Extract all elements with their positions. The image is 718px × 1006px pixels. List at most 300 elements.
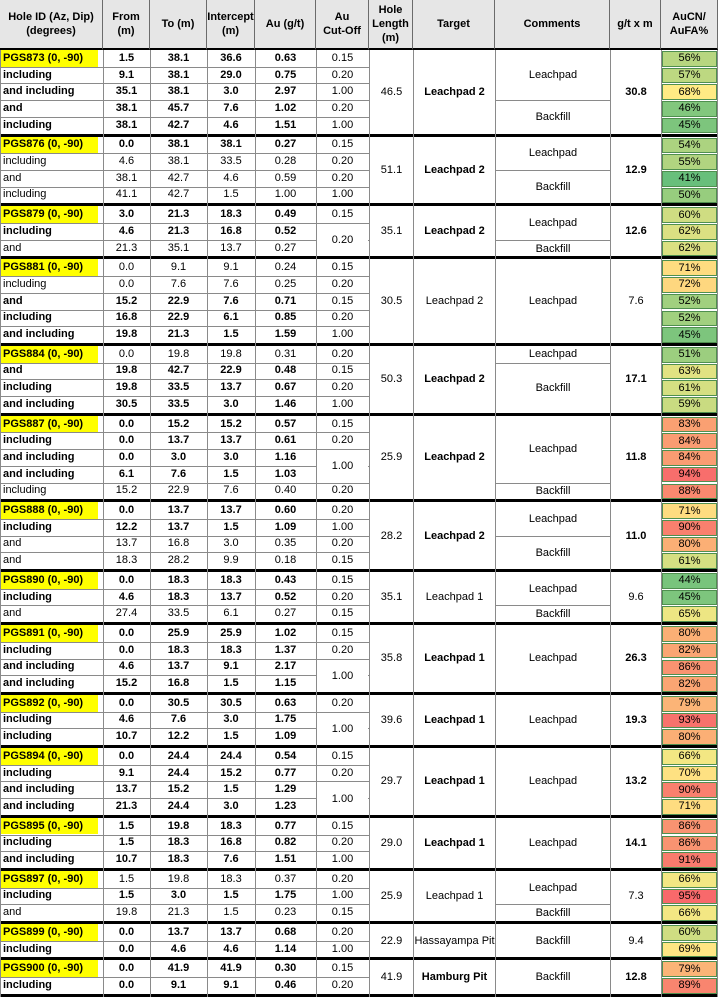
to-cell: 42.7 — [167, 364, 190, 377]
intercept-cell: 4.6 — [223, 942, 239, 955]
from-cell: 35.1 — [115, 85, 138, 98]
from-cell: 0.0 — [118, 434, 135, 447]
comment-cell: Backfill — [496, 960, 610, 993]
from-cell: 6.1 — [118, 467, 135, 480]
au-cell: 0.37 — [274, 872, 297, 885]
comment-cell: Leachpad — [496, 416, 610, 483]
aucn-aufa-cell: 95% — [662, 889, 717, 905]
column-divider — [103, 50, 104, 997]
from-cell: 0.0 — [118, 417, 135, 430]
intercept-cell: 13.7 — [220, 381, 242, 394]
aucn-aufa-cell: 41% — [662, 171, 717, 187]
cutoff-merged-cell: 1.00 — [317, 660, 368, 692]
column-divider — [0, 50, 1, 997]
comment-cell: Leachpad — [496, 695, 610, 745]
interval-label: including — [3, 643, 52, 656]
intercept-cell: 13.7 — [220, 590, 242, 603]
interval-label: including — [3, 434, 52, 447]
intercept-cell: 1.5 — [223, 906, 239, 919]
to-cell: 35.1 — [167, 241, 190, 254]
target-cell: Leachpad 2 — [414, 502, 495, 569]
au-cell: 0.27 — [274, 138, 297, 151]
gtm-cell: 9.4 — [611, 924, 661, 957]
from-cell: 0.0 — [118, 925, 135, 938]
cutoff-merged-cell: 1.00 — [317, 450, 368, 482]
hole-id-cell: PGS895 (0, -90) — [0, 818, 98, 835]
aucn-aufa-cell: 71% — [662, 503, 717, 519]
hole-id-cell: PGS884 (0, -90) — [0, 346, 98, 363]
au-cell: 0.35 — [274, 537, 297, 550]
hole-id-cell: PGS894 (0, -90) — [0, 748, 98, 765]
intercept-cell: 7.6 — [223, 853, 239, 866]
from-cell: 0.0 — [118, 749, 135, 762]
to-cell: 16.8 — [167, 537, 190, 550]
cutoff-cell: 1.00 — [331, 397, 354, 410]
interval-label: including — [3, 118, 52, 131]
au-cell: 0.46 — [274, 978, 297, 991]
row-divider — [0, 117, 369, 118]
target-cell: Hamburg Pit — [414, 960, 495, 993]
from-cell: 21.3 — [115, 241, 138, 254]
aucn-aufa-cell: 80% — [662, 729, 717, 745]
aucn-aufa-cell: 80% — [662, 626, 717, 642]
column-divider — [207, 50, 208, 997]
intercept-cell: 6.1 — [223, 607, 239, 620]
header-aucn-aufa: AuCN/ AuFA% — [661, 0, 718, 50]
aucn-aufa-cell: 86% — [662, 836, 717, 852]
au-cell: 1.75 — [274, 889, 297, 902]
au-cell: 0.31 — [274, 347, 297, 360]
intercept-cell: 13.7 — [220, 241, 242, 254]
from-cell: 0.0 — [118, 504, 135, 517]
interval-label: and — [3, 554, 22, 567]
from-cell: 10.7 — [115, 730, 138, 743]
cutoff-cell: 0.15 — [331, 554, 354, 567]
cutoff-merged-cell: 1.00 — [317, 782, 368, 814]
cutoff-cell: 1.00 — [331, 889, 354, 902]
cutoff-cell: 0.15 — [331, 417, 354, 430]
to-cell: 13.7 — [167, 520, 190, 533]
row-divider — [0, 835, 369, 836]
gtm-cell: 30.8 — [611, 50, 661, 134]
from-cell: 0.0 — [118, 573, 135, 586]
aucn-aufa-cell: 51% — [662, 347, 717, 363]
row-divider — [0, 781, 369, 782]
intercept-cell: 24.4 — [220, 749, 242, 762]
intercept-cell: 1.5 — [223, 328, 239, 341]
hole-length-cell: 35.1 — [370, 572, 413, 622]
hole-id-cell: PGS899 (0, -90) — [0, 924, 98, 941]
au-cell: 1.02 — [274, 101, 297, 114]
aucn-aufa-cell: 70% — [662, 766, 717, 782]
row-divider — [0, 67, 369, 68]
from-cell: 15.2 — [115, 294, 138, 307]
aucn-aufa-cell: 66% — [662, 905, 717, 921]
cutoff-cell: 0.20 — [331, 171, 354, 184]
aucn-aufa-cell: 86% — [662, 819, 717, 835]
cutoff-cell: 0.20 — [331, 101, 354, 114]
hole-id-cell: PGS876 (0, -90) — [0, 137, 98, 154]
row-divider — [0, 589, 369, 590]
interval-label: and including — [3, 677, 75, 690]
to-cell: 45.7 — [167, 101, 190, 114]
au-cell: 0.63 — [274, 696, 297, 709]
intercept-cell: 30.5 — [220, 696, 242, 709]
cutoff-cell: 0.15 — [331, 962, 354, 975]
comment-cell: Leachpad — [496, 206, 610, 239]
interval-label: including — [3, 484, 47, 497]
comment-cell: Leachpad — [496, 818, 610, 868]
aucn-aufa-cell: 55% — [662, 154, 717, 170]
to-cell: 38.1 — [167, 155, 190, 168]
comment-cell: Leachpad — [496, 346, 610, 363]
au-cell: 1.09 — [274, 520, 297, 533]
from-cell: 12.2 — [115, 520, 138, 533]
from-cell: 15.2 — [115, 677, 138, 690]
to-cell: 13.7 — [167, 504, 190, 517]
aucn-aufa-cell: 71% — [662, 260, 717, 276]
au-cell: 1.75 — [274, 713, 297, 726]
cutoff-cell: 1.00 — [331, 520, 354, 533]
cutoff-cell: 0.20 — [331, 277, 354, 290]
aucn-aufa-cell: 62% — [662, 224, 717, 240]
gtm-cell: 12.9 — [611, 137, 661, 204]
comment-cell: Leachpad — [496, 259, 610, 343]
hole-id-cell: PGS890 (0, -90) — [0, 572, 98, 589]
aucn-aufa-cell: 89% — [662, 978, 717, 994]
to-cell: 7.6 — [170, 467, 187, 480]
intercept-cell: 9.1 — [223, 660, 239, 673]
cutoff-cell: 0.15 — [331, 573, 354, 586]
from-cell: 0.0 — [118, 450, 135, 463]
intercept-cell: 15.2 — [220, 417, 242, 430]
comment-cell: Backfill — [496, 100, 610, 133]
from-cell: 18.3 — [115, 554, 138, 567]
from-cell: 1.5 — [118, 889, 135, 902]
aucn-aufa-cell: 71% — [662, 799, 717, 815]
aucn-aufa-cell: 86% — [662, 660, 717, 676]
au-cell: 1.09 — [274, 730, 297, 743]
to-cell: 3.0 — [170, 889, 187, 902]
aucn-aufa-cell: 88% — [662, 484, 717, 500]
cutoff-cell: 0.15 — [331, 261, 354, 274]
aucn-aufa-cell: 57% — [662, 68, 717, 84]
row-divider — [0, 449, 369, 450]
from-cell: 4.6 — [118, 713, 135, 726]
comment-cell: Backfill — [496, 904, 610, 921]
to-cell: 24.4 — [167, 766, 190, 779]
au-cell: 0.77 — [274, 819, 297, 832]
header-target: Target — [413, 0, 495, 50]
aucn-aufa-cell: 90% — [662, 782, 717, 798]
from-cell: 0.0 — [118, 942, 135, 955]
au-cell: 0.75 — [274, 68, 297, 81]
hole-id-cell: PGS887 (0, -90) — [0, 416, 98, 433]
row-divider — [0, 363, 369, 364]
gtm-cell: 14.1 — [611, 818, 661, 868]
intercept-cell: 7.6 — [223, 277, 239, 290]
column-divider — [316, 50, 317, 997]
cutoff-cell: 0.20 — [331, 872, 354, 885]
au-cell: 1.15 — [274, 677, 297, 690]
cutoff-cell: 1.00 — [331, 328, 354, 341]
au-cell: 1.37 — [274, 643, 297, 656]
intercept-cell: 38.1 — [220, 138, 242, 151]
target-cell: Leachpad 1 — [414, 695, 495, 745]
interval-label: including — [3, 590, 52, 603]
intercept-cell: 29.0 — [220, 68, 242, 81]
to-cell: 19.8 — [167, 819, 190, 832]
cutoff-cell: 0.15 — [331, 607, 354, 620]
intercept-cell: 9.1 — [223, 261, 239, 274]
intercept-cell: 19.8 — [220, 347, 242, 360]
au-cell: 0.68 — [274, 925, 297, 938]
header-cutoff: Au Cut-Off — [316, 0, 369, 50]
header-comments: Comments — [495, 0, 610, 50]
hole-id-cell: PGS892 (0, -90) — [0, 695, 98, 712]
target-cell: Hassayampa Pit — [414, 924, 495, 957]
hole-id-cell: PGS881 (0, -90) — [0, 259, 98, 276]
au-cell: 0.61 — [274, 434, 297, 447]
to-cell: 28.2 — [167, 554, 190, 567]
header-intercept: Intercept (m) — [207, 0, 255, 50]
to-cell: 33.5 — [167, 397, 190, 410]
aucn-aufa-cell: 91% — [662, 852, 717, 868]
to-cell: 42.7 — [167, 171, 190, 184]
column-divider — [369, 50, 370, 997]
from-cell: 4.6 — [118, 660, 135, 673]
cutoff-cell: 1.00 — [331, 942, 354, 955]
from-cell: 30.5 — [115, 397, 138, 410]
column-divider — [495, 50, 496, 997]
to-cell: 16.8 — [167, 677, 190, 690]
to-cell: 4.6 — [170, 942, 187, 955]
cutoff-cell: 0.20 — [331, 643, 354, 656]
aucn-aufa-cell: 61% — [662, 553, 717, 569]
to-cell: 21.3 — [167, 906, 190, 919]
interval-label: including — [3, 277, 47, 290]
hole-length-cell: 22.9 — [370, 924, 413, 957]
aucn-aufa-cell: 46% — [662, 101, 717, 117]
hole-length-cell: 39.6 — [370, 695, 413, 745]
row-divider — [0, 904, 369, 905]
aucn-aufa-cell: 68% — [662, 84, 717, 100]
to-cell: 18.3 — [167, 573, 190, 586]
comment-cell: Leachpad — [496, 137, 610, 170]
from-cell: 38.1 — [115, 101, 138, 114]
row-divider — [0, 519, 369, 520]
intercept-cell: 18.3 — [220, 573, 242, 586]
target-cell: Leachpad 2 — [414, 346, 495, 413]
aucn-aufa-cell: 59% — [662, 397, 717, 413]
aucn-aufa-cell: 69% — [662, 942, 717, 958]
interval-label: including — [3, 766, 52, 779]
au-cell: 0.25 — [274, 277, 297, 290]
row-divider — [0, 310, 369, 311]
aucn-aufa-cell: 66% — [662, 749, 717, 765]
interval-label: and including — [3, 467, 75, 480]
au-cell: 0.67 — [274, 381, 297, 394]
header-to: To (m) — [150, 0, 207, 50]
au-cell: 0.43 — [274, 573, 297, 586]
intercept-cell: 16.8 — [220, 224, 242, 237]
cutoff-cell: 0.20 — [331, 381, 354, 394]
cutoff-cell: 0.15 — [331, 208, 354, 221]
target-cell: Leachpad 2 — [414, 137, 495, 204]
aucn-aufa-cell: 60% — [662, 207, 717, 223]
hole-length-cell: 46.5 — [370, 50, 413, 134]
gtm-cell: 12.6 — [611, 206, 661, 256]
aucn-aufa-cell: 45% — [662, 327, 717, 343]
gtm-cell: 17.1 — [611, 346, 661, 413]
from-cell: 13.7 — [115, 783, 138, 796]
from-cell: 38.1 — [115, 118, 138, 131]
row-divider — [0, 326, 369, 327]
from-cell: 0.0 — [118, 978, 135, 991]
gtm-cell: 7.3 — [611, 871, 661, 921]
cutoff-cell: 0.15 — [331, 749, 354, 762]
au-cell: 1.16 — [274, 450, 297, 463]
row-divider — [0, 276, 369, 277]
column-divider — [255, 50, 256, 997]
to-cell: 22.9 — [167, 311, 190, 324]
hole-length-cell: 29.0 — [370, 818, 413, 868]
au-cell: 0.30 — [274, 962, 297, 975]
au-cell: 0.59 — [274, 171, 297, 184]
to-cell: 13.7 — [167, 660, 190, 673]
from-cell: 0.0 — [118, 261, 135, 274]
gtm-cell: 7.6 — [611, 259, 661, 343]
intercept-cell: 1.5 — [223, 783, 239, 796]
au-cell: 0.27 — [274, 241, 297, 254]
aucn-aufa-cell: 72% — [662, 277, 717, 293]
au-cell: 0.57 — [274, 417, 297, 430]
to-cell: 41.9 — [167, 962, 190, 975]
intercept-cell: 9.9 — [223, 554, 239, 567]
from-cell: 10.7 — [115, 853, 138, 866]
to-cell: 22.9 — [167, 294, 190, 307]
intercept-cell: 3.0 — [223, 450, 239, 463]
aucn-aufa-cell: 63% — [662, 364, 717, 380]
from-cell: 0.0 — [118, 962, 135, 975]
from-cell: 13.7 — [115, 537, 138, 550]
hole-length-cell: 28.2 — [370, 502, 413, 569]
from-cell: 27.4 — [115, 607, 138, 620]
interval-label: and including — [3, 328, 75, 341]
header-gtm: g/t x m — [610, 0, 661, 50]
aucn-aufa-cell: 60% — [662, 925, 717, 941]
to-cell: 38.1 — [167, 138, 190, 151]
gtm-cell: 12.8 — [611, 960, 661, 993]
row-divider — [0, 483, 369, 484]
to-cell: 21.3 — [167, 208, 190, 221]
comment-cell: Backfill — [496, 363, 610, 413]
intercept-cell: 3.0 — [223, 397, 239, 410]
au-cell: 1.23 — [274, 799, 297, 812]
comment-cell: Leachpad — [496, 502, 610, 535]
interval-label: including — [3, 188, 47, 201]
cutoff-merged-cell: 1.00 — [317, 713, 368, 745]
au-cell: 1.51 — [274, 853, 297, 866]
hole-length-cell: 51.1 — [370, 137, 413, 204]
intercept-cell: 33.5 — [220, 155, 242, 168]
to-cell: 12.2 — [167, 730, 190, 743]
aucn-aufa-cell: 82% — [662, 643, 717, 659]
cutoff-cell: 1.00 — [331, 85, 354, 98]
cutoff-cell: 0.20 — [331, 836, 354, 849]
hole-id-cell: PGS888 (0, -90) — [0, 502, 98, 519]
au-cell: 1.02 — [274, 626, 297, 639]
au-cell: 1.59 — [274, 328, 297, 341]
au-cell: 0.82 — [274, 836, 297, 849]
to-cell: 38.1 — [167, 85, 190, 98]
gtm-cell: 19.3 — [611, 695, 661, 745]
hole-length-cell: 35.1 — [370, 206, 413, 256]
au-cell: 0.60 — [274, 504, 297, 517]
row-divider — [0, 396, 369, 397]
comment-cell: Backfill — [496, 483, 610, 500]
row-divider — [0, 379, 369, 380]
aucn-aufa-cell: 79% — [662, 961, 717, 977]
intercept-cell: 15.2 — [220, 766, 242, 779]
intercept-cell: 22.9 — [220, 364, 242, 377]
from-cell: 1.5 — [118, 836, 135, 849]
from-cell: 1.5 — [118, 819, 135, 832]
intercept-cell: 1.5 — [223, 467, 239, 480]
aucn-aufa-cell: 66% — [662, 872, 717, 888]
target-cell: Leachpad 2 — [414, 206, 495, 256]
aucn-aufa-cell: 45% — [662, 118, 717, 134]
interval-label: including — [3, 155, 47, 168]
hole-length-cell: 50.3 — [370, 346, 413, 413]
to-cell: 24.4 — [167, 799, 190, 812]
from-cell: 0.0 — [118, 347, 135, 360]
interval-label: and including — [3, 660, 75, 673]
aucn-aufa-cell: 45% — [662, 590, 717, 606]
intercept-cell: 4.6 — [223, 118, 239, 131]
aucn-aufa-cell: 54% — [662, 138, 717, 154]
from-cell: 16.8 — [115, 311, 138, 324]
interval-label: and including — [3, 85, 75, 98]
to-cell: 38.1 — [167, 68, 190, 81]
au-cell: 0.52 — [274, 224, 297, 237]
intercept-cell: 13.7 — [220, 434, 242, 447]
target-cell: Leachpad 1 — [414, 748, 495, 815]
row-divider — [0, 728, 369, 729]
gtm-cell: 26.3 — [611, 625, 661, 692]
to-cell: 9.1 — [170, 978, 187, 991]
row-divider — [0, 977, 369, 978]
comment-cell: Leachpad — [496, 871, 610, 904]
cutoff-cell: 0.15 — [331, 626, 354, 639]
to-cell: 42.7 — [167, 188, 190, 201]
row-divider — [0, 170, 369, 171]
to-cell: 38.1 — [167, 51, 190, 64]
cutoff-cell: 0.20 — [331, 68, 354, 81]
row-divider — [0, 851, 369, 852]
interval-label: and — [3, 607, 22, 620]
interval-label: including — [3, 836, 52, 849]
interval-label: and — [3, 906, 22, 919]
target-cell: Leachpad 2 — [414, 50, 495, 134]
row-divider — [0, 659, 369, 660]
cutoff-merged-cell: 0.20 — [317, 224, 368, 256]
row-divider — [0, 642, 369, 643]
cutoff-cell: 0.20 — [331, 537, 354, 550]
row-divider — [0, 605, 369, 606]
from-cell: 4.6 — [118, 590, 135, 603]
hole-length-cell: 25.9 — [370, 416, 413, 500]
